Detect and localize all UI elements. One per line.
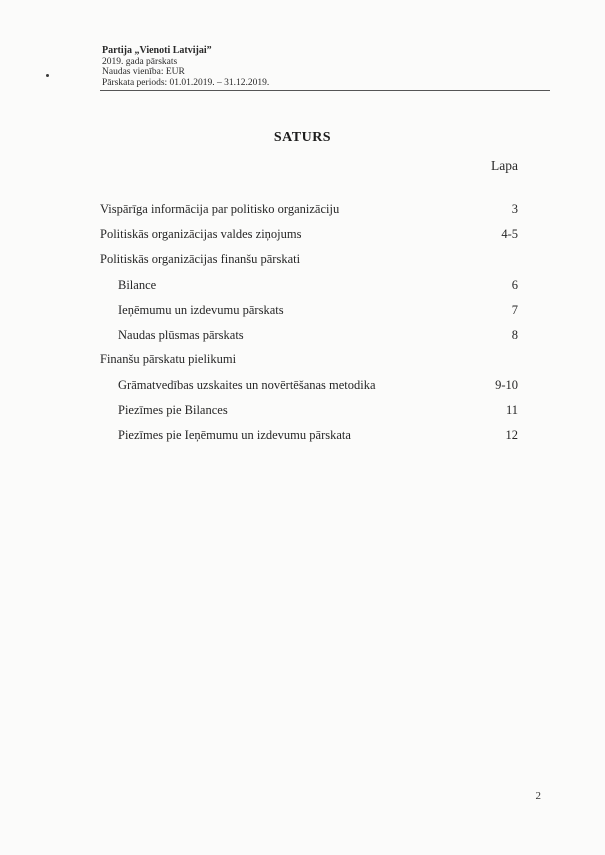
report-period: Pārskata periods: 01.01.2019. – 31.12.2019. — [102, 77, 270, 88]
toc-entry-page: 6 — [511, 278, 518, 292]
toc-row — [0, 428, 605, 446]
page-column-heading: Lapa — [491, 158, 518, 173]
toc-entry-page: 9-10 — [495, 378, 518, 392]
toc-row — [0, 303, 605, 321]
toc-entry-label: Piezīmes pie Ieņēmumu un izdevumu pārskata — [118, 428, 351, 442]
toc-row — [0, 227, 605, 245]
toc-entry-page: 11 — [505, 403, 518, 417]
toc-row — [0, 352, 605, 370]
toc-entry-label: Ieņēmumu un izdevumu pārskats — [118, 303, 284, 317]
toc-entry-label: Vispārīga informācija par politisko organizāciju — [100, 202, 340, 216]
toc-row — [0, 403, 605, 421]
toc-entry-label: Naudas plūsmas pārskats — [118, 328, 244, 342]
page-title: SATURS — [273, 130, 332, 145]
toc-row — [0, 252, 605, 270]
toc-row — [0, 278, 605, 296]
page-number: 2 — [535, 790, 541, 802]
toc-row — [0, 378, 605, 396]
currency-unit: Naudas vienība: EUR — [102, 67, 185, 78]
toc-entry-page: 12 — [505, 428, 518, 442]
toc-entry-page: 8 — [511, 328, 518, 342]
toc-entry-label: Piezīmes pie Bilances — [118, 403, 228, 417]
toc-entry-label: Politiskās organizācijas valdes ziņojums — [100, 227, 302, 241]
toc-row — [0, 328, 605, 346]
toc-entry-label: Bilance — [118, 278, 157, 292]
toc-entry-page: 3 — [511, 202, 518, 216]
toc-entry-label: Grāmatvedības uzskaites un novērtēšanas metodika — [118, 378, 376, 392]
toc-entry-label: Finanšu pārskatu pielikumi — [100, 352, 237, 366]
toc-entry-page: 4-5 — [501, 227, 518, 241]
toc-entry-page: 7 — [511, 303, 518, 317]
toc-entry-label: Politiskās organizācijas finanšu pārskati — [100, 252, 301, 266]
report-year: 2019. gada pārskats — [102, 56, 178, 67]
toc-row — [0, 202, 605, 220]
party-name: Partija „Vienoti Latvijai” — [102, 45, 212, 56]
